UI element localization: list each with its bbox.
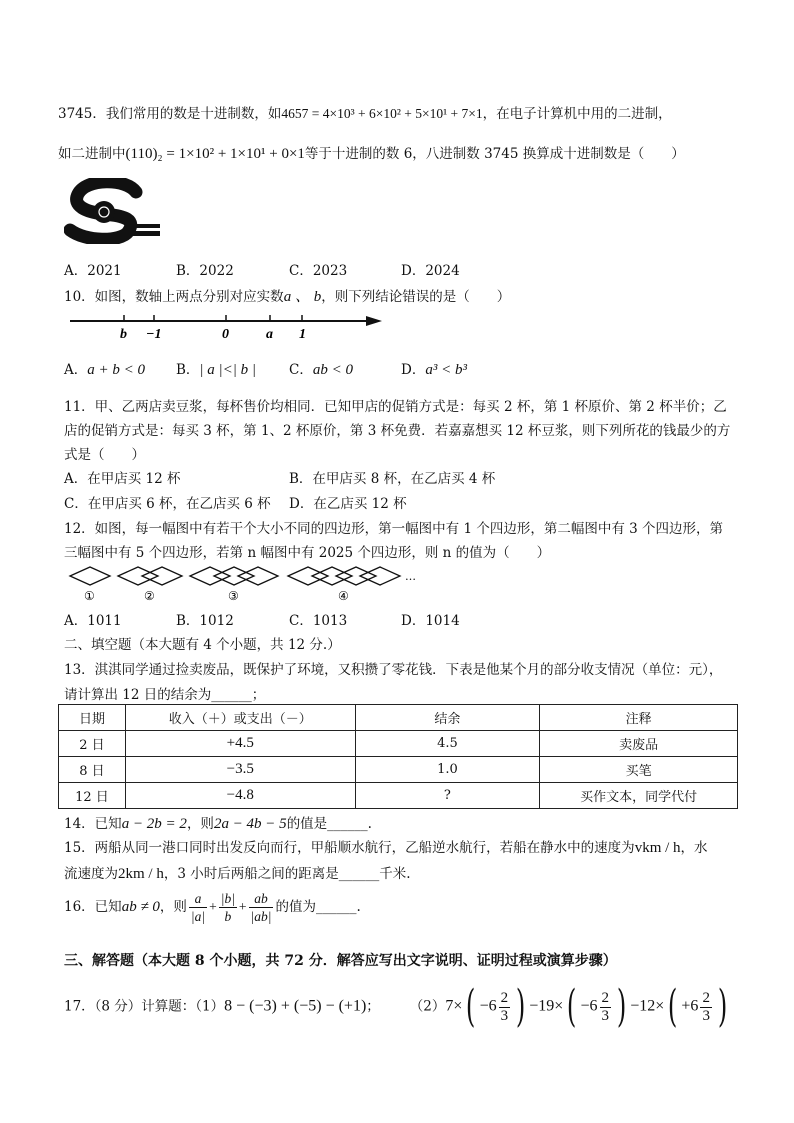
cell-date: 2 日 xyxy=(59,731,126,757)
q17: 17．（8 分）计算题：（1）8 − (−3) + (−5) − (+1)； （2）7×( −6 $\frac{2}{3}$ ) −19×( −6 $\frac{2}{3}$ ) −12×( +6 $\frac{2}{3}$ ) xyxy=(64,981,728,1032)
cell-balance: ? xyxy=(355,783,540,809)
q17-sep: ； xyxy=(366,998,380,1015)
q14-math-1: a − 2b = 2 xyxy=(121,816,187,832)
q10-stem-end: ，则下列结论错误的是（ ） xyxy=(321,289,511,305)
cell-amount: −3.5 xyxy=(125,757,355,783)
q17-f2-den: 3 xyxy=(601,1007,610,1024)
q14-math-2: 2a − 4b − 5 xyxy=(213,816,287,832)
q16-fraction-2 xyxy=(219,890,237,925)
q9-math-2: (110)₂ = 1×10² + 1×10¹ + 0×1 xyxy=(125,146,305,162)
q17-term-5: −12× xyxy=(630,997,665,1015)
fig2-rhombus-2 xyxy=(142,567,182,585)
q16-text-c: 的值为______. xyxy=(275,899,361,915)
fig-label-1: ① xyxy=(84,589,95,603)
fig4-rhombus-4 xyxy=(360,567,400,585)
fig3-rhombus-2 xyxy=(214,567,254,585)
q10-d-expr: a³ < b³ xyxy=(425,362,467,378)
q13-table xyxy=(58,704,738,809)
q10-b-letter: B． xyxy=(176,362,200,378)
label-b: b xyxy=(120,327,127,342)
section-2-title: 二、填空题（本大题有 4 个小题，共 12 分.） xyxy=(64,637,341,653)
q15-math-2: 2km / h xyxy=(118,866,164,882)
q15-text-a: 15．两船从同一港口同时出发反向而行，甲船顺水航行，乙船逆水航行，若船在静水中的速度为 xyxy=(64,840,635,856)
q16-f2-den: b xyxy=(224,909,232,924)
q10-option-b[interactable] xyxy=(176,358,256,379)
q12-line2: 三幅图中有 5 个四边形，若第 n 幅图中有 2025 个四边形，则 n 的值为（ ） xyxy=(64,545,551,561)
q15-text-d: ，3 小时后两船之间的距离是______千米. xyxy=(163,866,411,882)
q10-option-d[interactable] xyxy=(401,358,467,379)
q16-f3-den: |ab| xyxy=(250,909,272,924)
cell-balance: 1.0 xyxy=(355,757,540,783)
header-date: 日期 xyxy=(59,705,126,731)
fig3-rhombus-1 xyxy=(190,567,230,585)
fig2-rhombus-1 xyxy=(118,567,158,585)
q9-option-b[interactable]: B．2022 xyxy=(176,263,234,279)
q15-text-c: 流速度为 xyxy=(64,866,118,882)
q15-line1 xyxy=(64,836,708,857)
cell-note: 买作文本，同学代付 xyxy=(540,783,738,809)
q10-option-a[interactable] xyxy=(64,358,145,379)
q10-option-c[interactable] xyxy=(289,358,353,379)
table-row xyxy=(59,731,738,757)
q9-math-1: 4657 = 4×10³ + 6×10² + 5×10¹ + 7×1 xyxy=(281,106,483,121)
q17-term-3: −19× xyxy=(529,997,564,1015)
q9-text-a: 3745．我们常用的数是十进制数，如 xyxy=(58,106,282,122)
q11-option-d[interactable]: D．在乙店买 12 杯 xyxy=(289,496,407,512)
q9-line1 xyxy=(58,102,672,122)
cell-note: 买笔 xyxy=(540,757,738,783)
watermark-logo xyxy=(64,178,164,244)
label-neg1: −1 xyxy=(146,327,162,342)
cell-date: 8 日 xyxy=(59,757,126,783)
number-line-arrow xyxy=(366,316,382,326)
q10-c-letter: C． xyxy=(289,362,313,378)
q17-f2-num: 2 xyxy=(601,989,610,1006)
q16-fraction-3 xyxy=(249,890,274,925)
q16-fraction-1 xyxy=(189,890,207,925)
q17-text-b: （2） xyxy=(409,998,446,1015)
q13-line1: 13．淇淇同学通过捡卖废品，既保护了环境，又积攒了零花钱．下表是他某个月的部分收支情况（单位：元）， xyxy=(64,662,723,678)
label-a: a xyxy=(266,327,273,342)
q11-line3: 式是（ ） xyxy=(64,447,145,463)
q15-line2 xyxy=(64,862,411,883)
q10-stem xyxy=(64,285,510,306)
q17-term-6: +6 xyxy=(681,997,699,1015)
section-3-title: 三、解答题（本大题 8 个小题，共 72 分．解答应写出文字说明、证明过程或演算步骤） xyxy=(64,953,617,969)
fig-label-4: ④ xyxy=(338,589,349,603)
cell-amount: −4.8 xyxy=(125,783,355,809)
cell-amount: +4.5 xyxy=(125,731,355,757)
q17-f1-den: 3 xyxy=(500,1007,509,1024)
header-balance: 结余 xyxy=(355,705,540,731)
q16-f3-num: ab xyxy=(249,890,274,908)
quadrilateral-figures xyxy=(66,566,426,604)
q17-term-2: −6 xyxy=(479,997,497,1015)
fig1-rhombus xyxy=(70,567,110,585)
q15-math-1: vkm / h xyxy=(634,840,681,856)
q16: 16．已知ab ≠ 0，则 $\frac{a}{|a|}$ + $\frac{|b|}{b}$ + $\frac{ab}{|ab|}$ 的值为______. xyxy=(64,891,361,924)
q9-text-c: 如二进制中 xyxy=(58,146,126,162)
q10-a-letter: A． xyxy=(64,362,88,378)
header-note: 注释 xyxy=(540,705,738,731)
fig-ellipsis: … xyxy=(405,570,416,583)
q10-vars: a 、 b xyxy=(283,289,322,305)
q11-option-c[interactable]: C．在甲店买 6 杯，在乙店买 6 杯 xyxy=(64,496,271,512)
q10-a-expr: a + b < 0 xyxy=(87,362,145,378)
q14-text-a: 14．已知 xyxy=(64,816,122,832)
q16-f1-den: |a| xyxy=(190,909,206,924)
header-amount: 收入（＋）或支出（－） xyxy=(125,705,355,731)
q17-term-4: −6 xyxy=(580,997,598,1015)
q16-text-b: ，则 xyxy=(159,899,187,915)
q9-option-d[interactable]: D．2024 xyxy=(401,263,460,279)
q11-option-a[interactable]: A．在甲店买 12 杯 xyxy=(64,471,181,487)
q11-option-b[interactable]: B．在甲店买 8 杯，在乙店买 4 杯 xyxy=(289,471,496,487)
q17-expr-1: 8 − (−3) + (−5) − (+1) xyxy=(224,997,367,1015)
cell-note: 卖废品 xyxy=(540,731,738,757)
q17-f1-num: 2 xyxy=(500,989,509,1006)
q17-fraction-1 xyxy=(499,990,511,1025)
q14-text-c: 的值是______. xyxy=(286,816,372,832)
cell-date: 12 日 xyxy=(59,783,126,809)
q14 xyxy=(64,812,372,833)
fig4-rhombus-2 xyxy=(312,567,352,585)
fig-label-2: ② xyxy=(144,589,155,603)
q12-option-b[interactable]: B．1012 xyxy=(176,613,234,629)
fig4-rhombus-1 xyxy=(288,567,328,585)
q10-d-letter: D． xyxy=(401,362,426,378)
q12-option-c[interactable]: C．1013 xyxy=(289,613,348,629)
q14-text-b: ，则 xyxy=(186,816,214,832)
q9-text-b: ，在电子计算机中用的二进制， xyxy=(482,106,672,122)
q17-f3-num: 2 xyxy=(702,989,710,1006)
fig3-rhombus-3 xyxy=(238,567,278,585)
q17-fraction-2 xyxy=(600,990,612,1025)
q17-fraction-3 xyxy=(700,990,712,1025)
q11-line1: 11．甲、乙两店卖豆浆，每杯售价均相同．已知甲店的促销方式是：每买 2 杯，第 1 杯原价、第 2 杯半价；乙 xyxy=(64,399,727,415)
q10-stem-text: 10．如图，数轴上两点分别对应实数 xyxy=(64,289,284,305)
table-row xyxy=(59,757,738,783)
q16-text-a: 16．已知 xyxy=(64,899,122,915)
q16-math: ab ≠ 0 xyxy=(121,899,160,915)
q9-text-d: 等于十进制的数 6，八进制数 3745 换算成十进制数是（ ） xyxy=(304,146,685,162)
label-0: 0 xyxy=(222,327,229,342)
table-row xyxy=(59,783,738,809)
q15-text-b: ，水 xyxy=(680,840,708,856)
number-line xyxy=(66,312,386,342)
q9-option-c[interactable]: C．2023 xyxy=(289,263,348,279)
q12-line1: 12．如图，每一幅图中有若干个大小不同的四边形，第一幅图中有 1 个四边形，第二幅图中有 3 个四边形，第 xyxy=(64,521,724,537)
fig-label-3: ③ xyxy=(228,589,239,603)
q12-option-d[interactable]: D．1014 xyxy=(401,613,460,629)
q11-line2: 店的促销方式是：每买 3 杯，第 1、2 杯原价，第 3 杯免费．若嘉嘉想买 12 杯豆浆，则下列所花的钱最少的方 xyxy=(64,423,731,439)
q17-term-1: 7× xyxy=(445,997,463,1015)
fig4-rhombus-3 xyxy=(336,567,376,585)
cell-balance: 4.5 xyxy=(355,731,540,757)
q16-f2-num: |b| xyxy=(220,891,235,906)
q17-f3-den: 3 xyxy=(702,1007,710,1024)
q9-line2 xyxy=(58,142,685,163)
q17-text-a: 17．（8 分）计算题：（1） xyxy=(64,998,225,1015)
q9-option-a[interactable]: A．2021 xyxy=(64,263,122,279)
q10-b-expr: | a |<| b | xyxy=(199,362,257,378)
q13-line2: 请计算出 12 日的结余为______； xyxy=(64,687,266,703)
q10-c-expr: ab < 0 xyxy=(312,362,353,378)
q12-option-a[interactable]: A．1011 xyxy=(64,613,122,629)
q16-f1-num: a xyxy=(189,890,207,908)
table-header-row xyxy=(59,705,738,731)
label-1: 1 xyxy=(299,327,306,342)
